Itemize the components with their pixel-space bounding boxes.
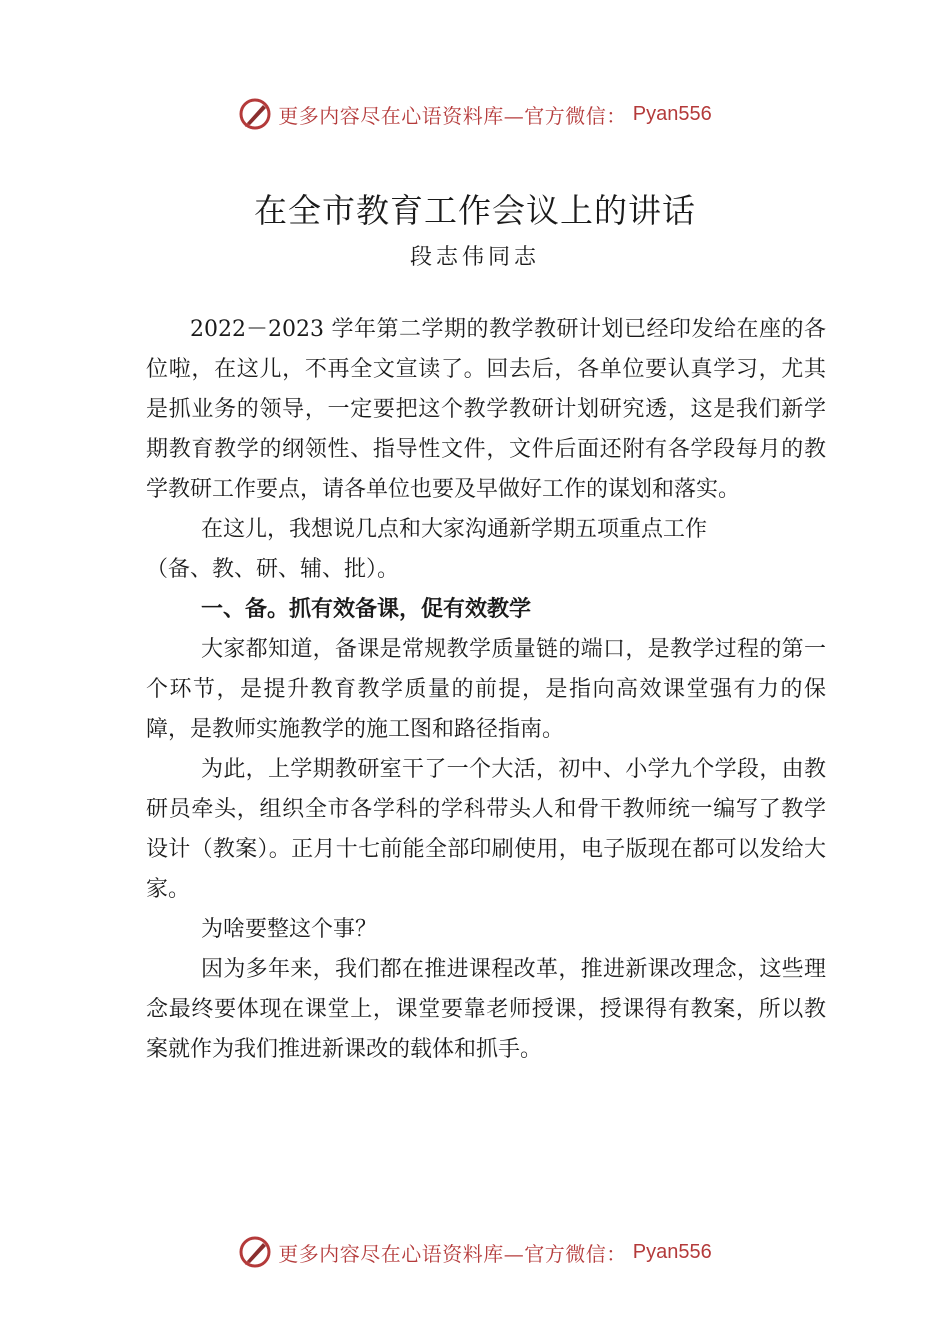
paragraph: 为啥要整这个事？ — [201, 917, 378, 942]
watermark-text: 更多内容尽在心语资料库—官方微信： — [278, 103, 627, 128]
watermark-banner-bottom — [0, 1232, 950, 1272]
watermark-handle: Pyan556 — [632, 102, 712, 125]
page-title: 在全市教育工作会议上的讲话 — [254, 191, 696, 230]
watermark-handle: Pyan556 — [632, 1240, 712, 1263]
speaker-name: 段志伟同志 — [409, 245, 540, 270]
pen-circle-logo-icon — [238, 97, 272, 131]
pen-circle-logo-icon — [238, 1235, 272, 1269]
paragraph: （备、教、研、辅、批）。 — [146, 557, 400, 582]
paragraph: 大家都知道，备课是常规教学质量链的端口，是教学过程的第一个环节，是提升教育教学质量的前提，是指向高效课堂强有力的保障，是教师实施教学的施工图和路径指南。 — [146, 637, 826, 742]
paragraph: 在这儿，我想说几点和大家沟通新学期五项重点工作 — [201, 517, 708, 542]
paragraph: 2022－2023 学年第二学期的教学教研计划已经印发给在座的各位啦，在这儿，不再全文宣读了。回去后，各单位要认真学习，尤其是抓业务的领导，一定要把这个教学教研计划研究透，这是我们新学期教育教学的纲领性、指导性文件，文件后面还附有各学段每月的教学教研工作要点，请各单位也要及早做好工作的谋划和落实。 — [146, 317, 826, 502]
paragraph: 为此，上学期教研室干了一个大活，初中、小学九个学段，由教研员牵头，组织全市各学科的学科带头人和骨干教师统一编写了教学设计（教案）。正月十七前能全部印刷使用，电子版现在都可以发给大家。 — [146, 757, 826, 902]
document-body — [146, 310, 826, 1070]
section-heading: 一、备。抓有效备课，促有效教学 — [201, 597, 532, 622]
watermark-banner-top — [0, 94, 950, 134]
watermark-text: 更多内容尽在心语资料库—官方微信： — [278, 1241, 627, 1266]
paragraph: 因为多年来，我们都在推进课程改革，推进新课改理念，这些理念最终要体现在课堂上，课堂要靠老师授课，授课得有教案，所以教案就作为我们推进新课改的载体和抓手。 — [146, 957, 826, 1062]
